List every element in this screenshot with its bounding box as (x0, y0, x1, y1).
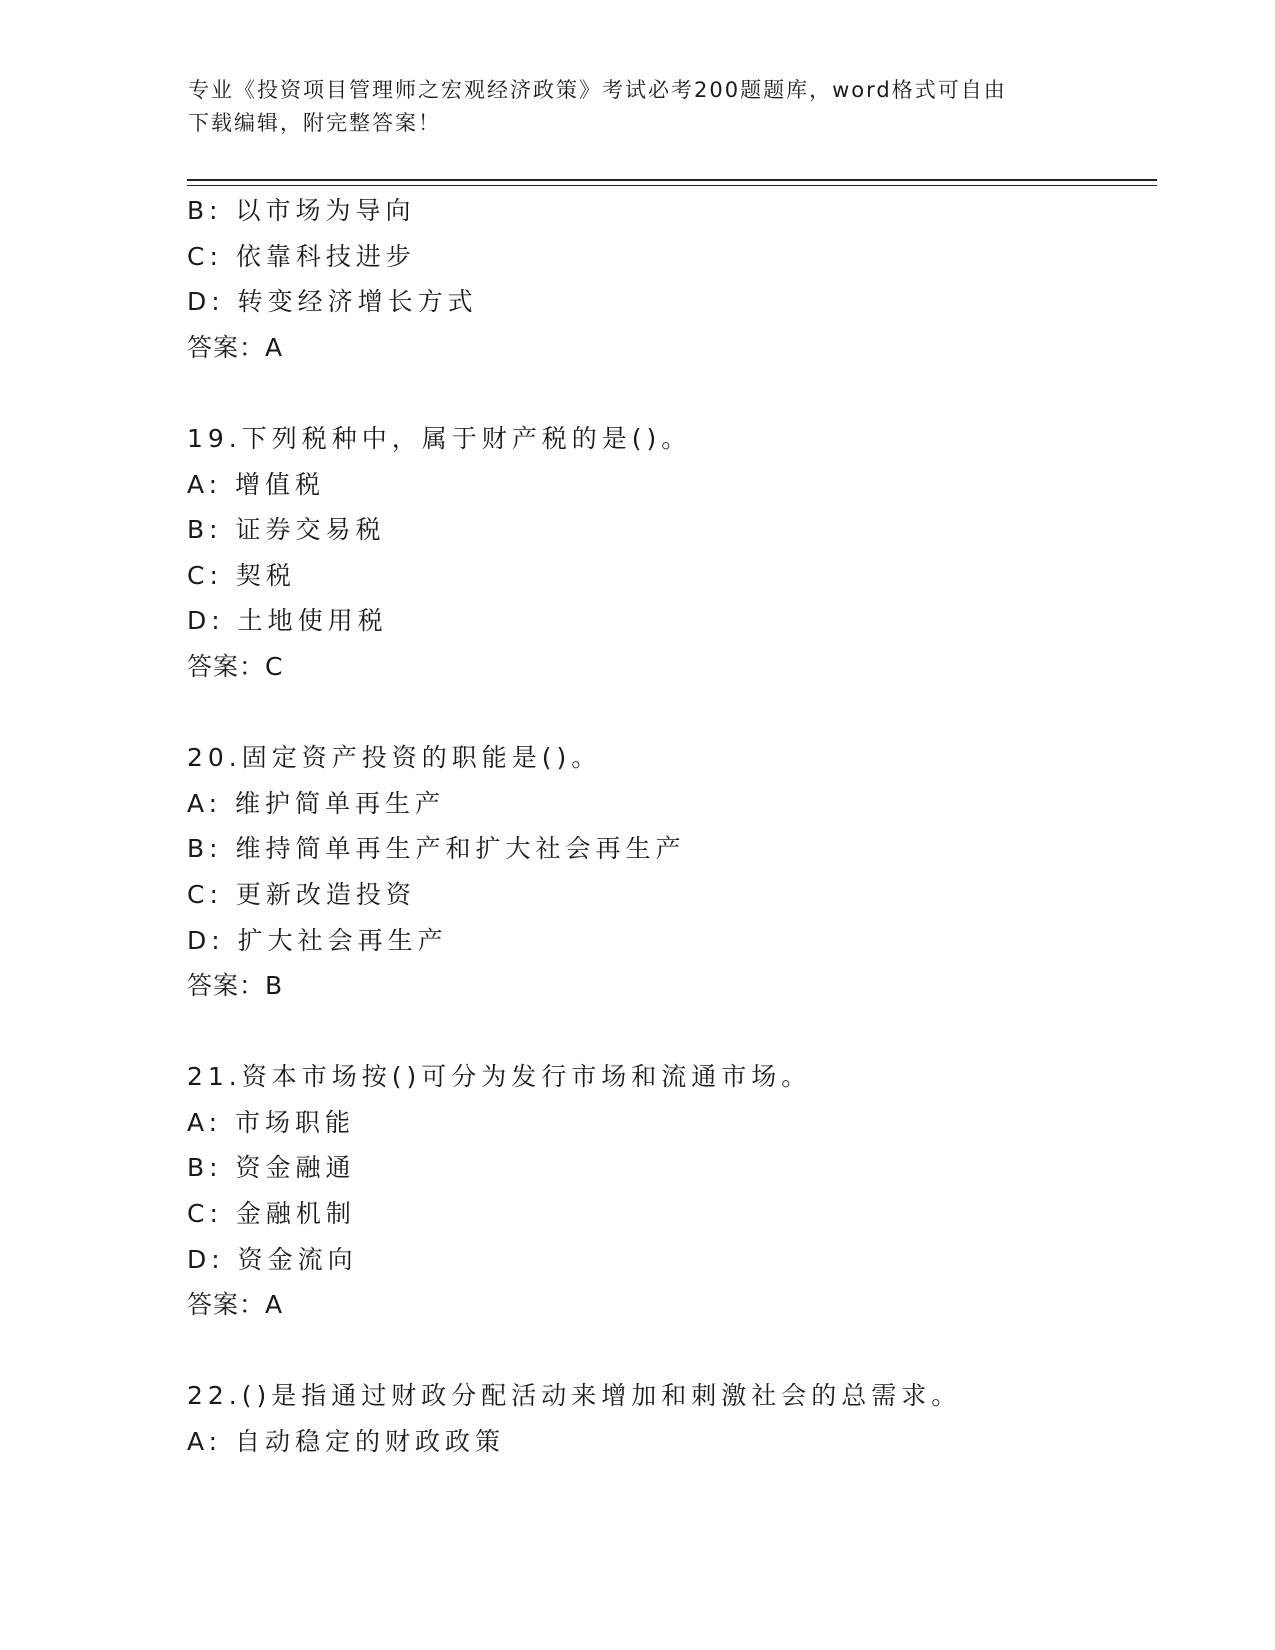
question-line: 21.资本市场按()可分为发行市场和流通市场。 (187, 1062, 812, 1092)
option-line: A: 市场职能 (187, 1107, 356, 1137)
spacer (187, 1009, 1157, 1055)
option-line: C: 依靠科技进步 (187, 241, 416, 271)
option-line: D: 土地使用税 (187, 606, 388, 636)
spacer (187, 690, 1157, 736)
option-line: A: 增值税 (187, 469, 326, 499)
option-line: B: 以市场为导向 (187, 196, 416, 225)
header-divider-thin (187, 185, 1157, 186)
answer-line: 答案：B (187, 971, 284, 1001)
question-line: 20.固定资产投资的职能是()。 (187, 743, 602, 773)
header-divider-thick (187, 179, 1157, 181)
question-list (187, 188, 1157, 1465)
question-line: 22.()是指通过财政分配活动来增加和刺激社会的总需求。 (187, 1381, 962, 1411)
option-line: B: 维持简单再生产和扩大社会再生产 (187, 834, 686, 864)
document-header (188, 74, 1068, 140)
option-line: A: 维护简单再生产 (187, 788, 446, 818)
answer-line: 答案：A (187, 332, 284, 362)
question-line: 19.下列税种中，属于财产税的是()。 (187, 423, 692, 453)
option-line: D: 转变经济增长方式 (187, 287, 478, 317)
option-line: B: 证券交易税 (187, 515, 386, 545)
header-line-1: 专业《投资项目管理师之宏观经济政策》考试必考200题题库，word格式可自由 (188, 78, 1007, 102)
header-line-2: 下载编辑，附完整答案！ (188, 111, 441, 135)
spacer (187, 370, 1157, 416)
spacer (187, 1328, 1157, 1374)
option-line: A: 自动稳定的财政政策 (187, 1427, 506, 1457)
option-line: C: 契税 (187, 560, 296, 590)
option-line: C: 更新改造投资 (187, 879, 416, 909)
answer-line: 答案：A (187, 1290, 284, 1320)
answer-line: 答案：C (187, 651, 284, 681)
option-line: D: 扩大社会再生产 (187, 925, 448, 955)
option-line: B: 资金融通 (187, 1153, 356, 1183)
option-line: D: 资金流向 (187, 1244, 358, 1274)
option-line: C: 金融机制 (187, 1199, 356, 1229)
